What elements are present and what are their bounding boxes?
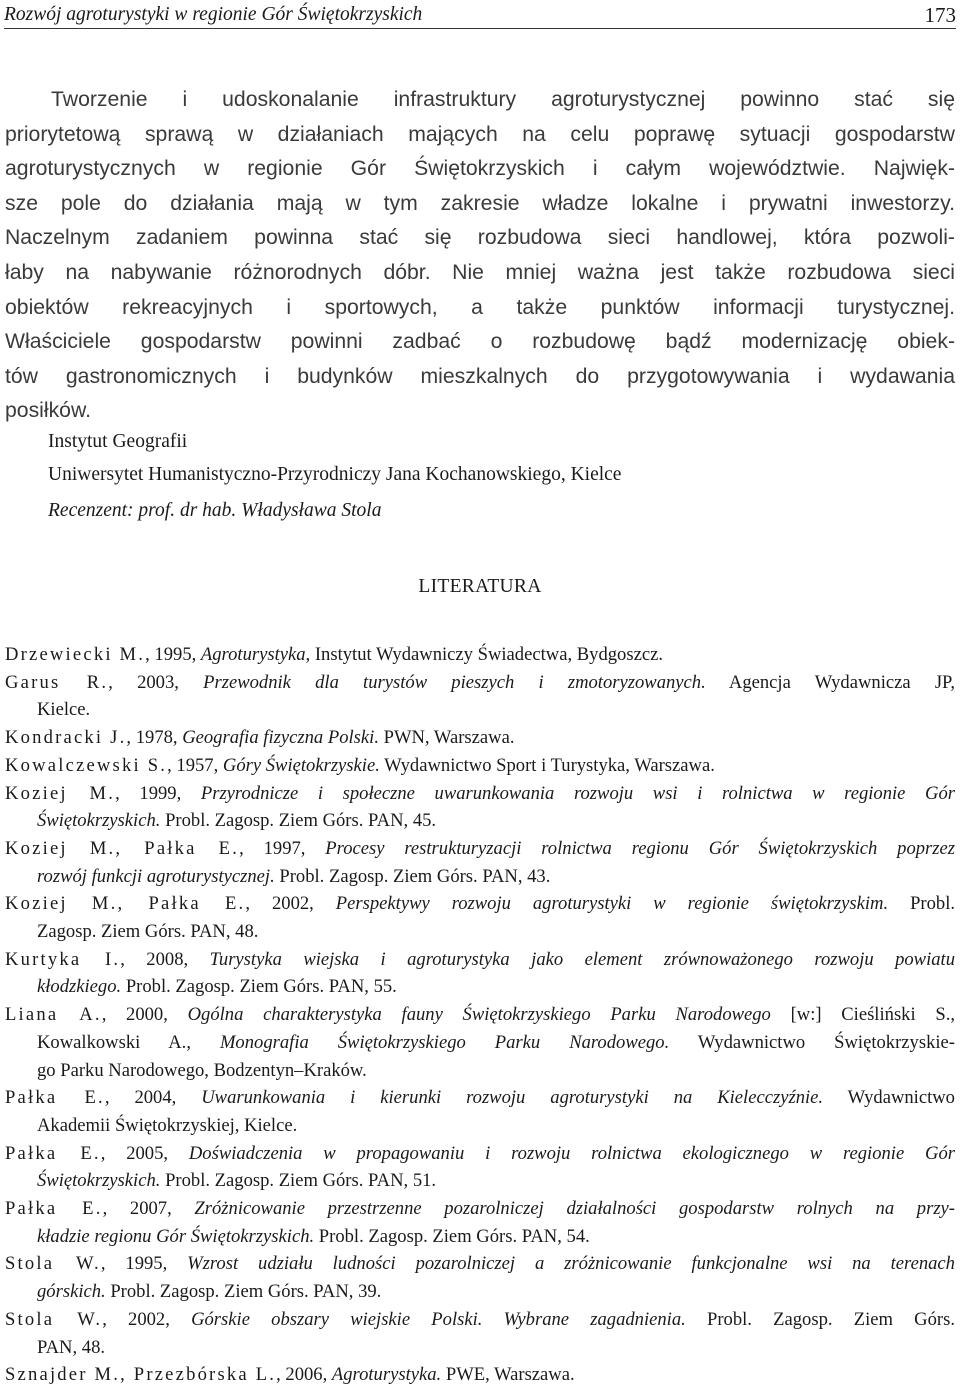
reference-text: , 1995, <box>100 1253 188 1275</box>
reference-text: Kielce. <box>37 699 91 721</box>
reference-title: Przewodnik dla turystów pieszych i zmotoryzowanych. <box>203 671 706 693</box>
reference-title: górskich. <box>37 1281 106 1303</box>
reference-item <box>5 669 955 724</box>
reference-title: Świętokrzyskich. <box>37 1170 161 1192</box>
reference-text: , 2006, <box>276 1364 332 1386</box>
reference-text: Kowalkowski A., <box>37 1031 220 1053</box>
reference-title: Świętokrzyskich. <box>37 810 161 832</box>
reference-item <box>5 724 955 752</box>
reference-text: PWE, Warszawa. <box>441 1364 575 1386</box>
body-paragraph <box>5 83 955 429</box>
reference-line <box>5 863 955 891</box>
reference-author: Koziej M., Pałka E. <box>5 837 240 859</box>
reference-text: , 2003, <box>108 671 204 693</box>
reference-author: Pałka E. <box>5 1142 101 1164</box>
reference-line <box>5 641 955 669</box>
body-line: Naczelnym zadaniem powinna stać się rozbudowa sieci handlowej, która pozwoli- <box>5 226 955 250</box>
reference-title: Uwarunkowania i kierunki rozwoju agroturystyki na Kielecczyźnie. <box>201 1087 824 1109</box>
reference-text: Wydawnictwo Sport i Turystyka, Warszawa. <box>379 754 715 776</box>
reference-text: , 2007, <box>102 1198 195 1220</box>
reference-title: Górskie obszary wiejskie Polski. Wybrane zagadnienia. <box>191 1308 686 1330</box>
literature-heading: LITERATURA <box>418 576 542 597</box>
reference-item <box>5 780 955 835</box>
reference-author: Stola W. <box>5 1253 101 1275</box>
page-number: 173 <box>924 3 956 27</box>
body-line: posiłków. <box>5 399 91 423</box>
reference-line <box>5 918 955 946</box>
running-title: Rozwój agroturystyki w regionie Gór Świętokrzyskich <box>4 4 423 25</box>
reference-line <box>5 1334 955 1362</box>
body-line: łaby na nabywanie różnorodnych dóbr. Nie mniej ważna jest także rozbudowa sieci <box>5 260 955 284</box>
reference-item <box>5 1306 955 1361</box>
reference-line <box>5 696 955 724</box>
reference-text: , 2002, <box>102 1308 192 1330</box>
reference-author: Koziej M. <box>5 782 116 804</box>
reference-line <box>5 1084 955 1112</box>
reference-item <box>5 835 955 890</box>
reference-line <box>5 1306 955 1334</box>
reference-text: , 2005, <box>100 1142 189 1164</box>
reference-title: Procesy restrukturyzacji rolnictwa regionu Gór Świętokrzyskich poprzez <box>325 837 956 859</box>
reference-author: Stola W. <box>5 1308 103 1330</box>
reference-text: Probl. Zagosp. Ziem Górs. PAN, 39. <box>105 1281 382 1303</box>
reference-text: Zagosp. Ziem Górs. PAN, 48. <box>37 921 259 943</box>
reference-title: Góry Świętokrzyskie. <box>222 754 380 776</box>
reference-author: Drzewiecki M. <box>5 644 146 665</box>
reference-line <box>5 724 955 752</box>
reference-line <box>5 780 955 808</box>
reference-author: Koziej M., Pałka E. <box>5 893 246 915</box>
reference-text: Instytut Wydawniczy Świadectwa, Bydgoszcz. <box>310 644 663 665</box>
reference-text: , 2000, <box>101 1004 188 1026</box>
reference-line <box>5 1029 955 1057</box>
reference-item <box>5 752 955 780</box>
reference-line <box>5 1112 955 1140</box>
reference-title: Turystyka wiejska i agroturystyka jako element zrównoważonego rozwoju powiatu <box>209 948 956 970</box>
reference-title: Agroturystyka, <box>200 644 311 665</box>
reference-title: rozwój funkcji agroturystycznej. <box>37 865 275 887</box>
reference-text: , 1978, <box>126 727 183 749</box>
reference-item <box>5 1001 955 1084</box>
reference-line <box>5 1278 955 1306</box>
reference-list <box>5 641 955 1389</box>
reviewer-note: Recenzent: prof. dr hab. Władysława Stola <box>48 500 382 521</box>
reference-text: Probl. Zagosp. Ziem Górs. PAN, 51. <box>160 1170 437 1192</box>
reference-line <box>5 1167 955 1195</box>
reference-text: PAN, 48. <box>37 1336 106 1358</box>
reference-text: Probl. Zagosp. Ziem Górs. PAN, 55. <box>121 976 397 998</box>
reference-author: Kurtyka I. <box>5 948 121 970</box>
reference-text: go Parku Narodowego, Bodzentyn–Kraków. <box>37 1059 367 1081</box>
reference-text: , 1995, <box>145 644 201 665</box>
reference-item <box>5 1195 955 1250</box>
reference-author: Garus R. <box>5 671 109 693</box>
reference-text: Akademii Świętokrzyskiej, Kielce. <box>37 1114 298 1136</box>
reference-title: Perspektywy rozwoju agroturystyki w regionie świętokrzyskim. <box>335 893 889 915</box>
reference-text: , 2004, <box>104 1087 202 1109</box>
reference-title: Monografia Świętokrzyskiego Parku Narodowego. <box>219 1031 670 1053</box>
body-line: sze pole do działania mają w tym zakresie władze lokalne i prywatni inwestorzy. <box>5 191 955 215</box>
reference-line <box>5 890 955 918</box>
reference-item <box>5 1361 955 1389</box>
author-affiliation <box>48 425 621 527</box>
reference-line <box>5 1057 955 1085</box>
body-line: obiektów rekreacyjnych i sportowych, a także punktów informacji turystycznej. <box>5 295 955 319</box>
reference-item <box>5 1084 955 1139</box>
reference-text: Probl. Zagosp. Ziem Górs. PAN, 45. <box>160 810 437 832</box>
reference-line <box>5 835 955 863</box>
body-line: Właściciele gospodarstw powinni zadbać o rozbudowę bądź modernizację obiek- <box>5 330 955 354</box>
reference-line <box>5 752 955 780</box>
reference-line <box>5 1001 955 1029</box>
body-line: Tworzenie i udoskonalanie infrastruktury agroturystycznej powinno stać się <box>51 88 955 111</box>
reference-line <box>5 669 955 697</box>
reference-text: Probl. Zagosp. Ziem Górs. <box>685 1308 955 1330</box>
reference-line <box>5 1223 955 1251</box>
reference-title: Przyrodnicze i społeczne uwarunkowania rozwoju wsi i rolnictwa w regionie Gór <box>200 782 955 804</box>
body-line: agroturystycznych w regionie Gór Świętokrzyskich i całym województwie. Najwięk- <box>5 157 955 181</box>
reference-text: , 2008, <box>120 948 210 970</box>
reference-title: Ogólna charakterystyka fauny Świętokrzyskiego Parku Narodowego <box>187 1004 771 1026</box>
reference-author: Liana A. <box>5 1004 102 1026</box>
reference-item <box>5 641 955 669</box>
reference-line <box>5 946 955 974</box>
university-name: Uniwersytet Humanistyczno-Przyrodniczy Jana Kochanowskiego, Kielce <box>48 464 622 485</box>
reference-line <box>5 1250 955 1278</box>
body-line: priorytetową sprawą w działaniach mających na celu poprawę sytuacji gospodarstw <box>5 122 955 146</box>
reference-text: Agencja Wydawnicza JP, <box>705 671 955 693</box>
reference-title: Zróżnicowanie przestrzenne pozarolniczej działalności gospodarstw rolnych na przy- <box>194 1198 955 1220</box>
reference-text: Wydawnictwo <box>823 1087 955 1109</box>
reference-title: Geografia fizyczna Polski. <box>182 727 379 749</box>
reference-author: Pałka E. <box>5 1087 105 1109</box>
reference-text: Probl. Zagosp. Ziem Górs. PAN, 54. <box>314 1225 590 1247</box>
running-header <box>4 2 956 29</box>
reference-author: Sznajder M., Przezbórska L. <box>5 1364 277 1386</box>
reference-text: PWN, Warszawa. <box>378 727 515 749</box>
reference-text: , 1999, <box>115 782 201 804</box>
reference-title: Doświadczenia w propagowaniu i rozwoju rolnictwa ekologicznego w regionie Gór <box>188 1142 955 1164</box>
reference-item <box>5 890 955 945</box>
reference-line <box>5 973 955 1001</box>
reference-text: Probl. <box>888 893 956 915</box>
institute-name: Instytut Geografii <box>48 431 188 452</box>
reference-title: kładzie regionu Gór Świętokrzyskich. <box>37 1225 315 1247</box>
reference-item <box>5 1140 955 1195</box>
reference-text: , 1957, <box>167 754 223 776</box>
reference-item <box>5 1250 955 1305</box>
reference-title: kłodzkiego. <box>37 976 122 998</box>
reference-text: [w:] Cieśliński S., <box>770 1004 955 1026</box>
reference-text: , 1997, <box>239 837 326 859</box>
body-line: tów gastronomicznych i budynków mieszkalnych do przygotowywania i wydawania <box>5 364 955 388</box>
reference-line <box>5 807 955 835</box>
reference-line <box>5 1361 955 1389</box>
reference-text: Probl. Zagosp. Ziem Górs. PAN, 43. <box>274 865 551 887</box>
reference-title: Agroturystyka. <box>331 1364 442 1386</box>
reference-line <box>5 1195 955 1223</box>
reference-text: , 2002, <box>245 893 336 915</box>
reference-text: Wydawnictwo Świętokrzyskie- <box>669 1031 955 1053</box>
reference-author: Kowalczewski S. <box>5 754 168 776</box>
reference-item <box>5 946 955 1001</box>
reference-title: Wzrost udziału ludności pozarolniczej a zróżnicowanie funkcjonalne wsi na terenach <box>187 1253 955 1275</box>
reference-author: Pałka E. <box>5 1198 103 1220</box>
reference-author: Kondracki J. <box>5 727 127 749</box>
reference-line <box>5 1140 955 1168</box>
